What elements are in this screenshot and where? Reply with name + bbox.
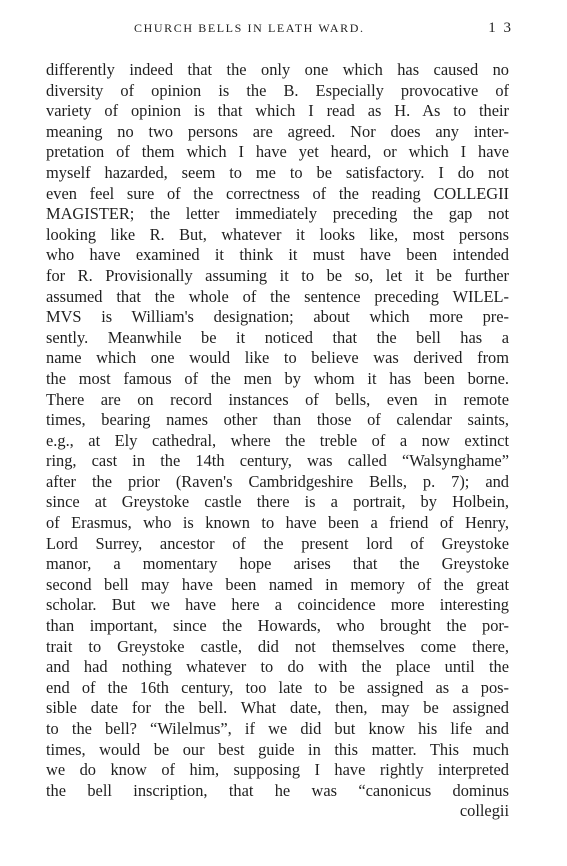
text-line: than important, since the Howards, who brought the por- [46,616,509,636]
text-line: MAGISTER; the letter immediately preceding the gap not [46,204,509,224]
text-line: There are on record instances of bells, even in remote [46,389,509,409]
body-text [46,60,509,822]
text-line: and had nothing whatever to do with the place until the [46,657,509,677]
text-line: meaning no two persons are agreed. Nor does any inter- [46,121,509,141]
text-line: MVS is William's designation; about which more pre- [46,307,509,327]
text-line: ring, cast in the 14th century, was called “Walsynghame” [46,451,509,471]
text-line: of Erasmus, who is known to have been a friend of Henry, [46,513,509,533]
text-line: even feel sure of the correctness of the reading COLLEGII [46,183,509,203]
text-line: manor, a momentary hope arises that the Greystoke [46,554,509,574]
text-line: to the bell? “Wilelmus”, if we did but know his life and [46,719,509,738]
text-line: after the prior (Raven's Cambridgeshire Bells, p. 7); and [46,471,509,491]
text-line: variety of opinion is that which I read as H. As to their [46,101,509,121]
text-line: assumed that the whole of the sentence preceding WILEL- [46,286,509,306]
text-line: myself hazarded, seem to me to be satisfactory. I do not [46,162,509,182]
text-line: pretation of them which I have yet heard, or which I have [46,142,509,162]
text-line: since at Greystoke castle there is a portrait, by Holbein, [46,492,509,512]
text-line: we do know of him, supposing I have rightly interpreted [46,760,509,780]
page-number: 1 3 [488,20,513,36]
text-line: times, would be our best guide in this matter. This much [46,739,509,759]
text-line: sible date for the bell. What date, then, may be assigned [46,698,509,718]
text-line: looking like R. But, whatever it looks like, most persons [46,224,509,244]
running-head: CHURCH BELLS IN LEATH WARD. [134,21,365,35]
catchword: collegii [459,801,509,821]
text-line: the bell inscription, that he was “canonicus dominus [46,780,509,800]
text-line: the most famous of the men by whom it has been borne. [46,368,509,388]
text-line: trait to Greystoke castle, did not themselves come there, [46,636,509,656]
text-line: diversity of opinion is the B. Especially provocative of [46,80,509,100]
text-line: name which one would like to believe was derived from [46,348,509,368]
text-line: Lord Surrey, ancestor of the present lord of Greystoke [46,533,509,553]
text-line: for R. Provisionally assuming it to be so, let it be further [46,265,509,285]
text-line: scholar. But we have here a coincidence more interesting [46,595,509,615]
text-line: differently indeed that the only one which has caused no [46,60,509,79]
text-line: second bell may have been named in memory of the great [46,574,509,594]
text-line: e.g., at Ely cathedral, where the treble of a now extinct [46,430,509,450]
text-line: end of the 16th century, too late to be assigned as a pos- [46,677,509,697]
text-line: who have examined it think it must have been intended [46,245,509,265]
text-line: sently. Meanwhile be it noticed that the bell has a [46,327,509,347]
text-line: times, bearing names other than those of calendar saints, [46,410,509,430]
